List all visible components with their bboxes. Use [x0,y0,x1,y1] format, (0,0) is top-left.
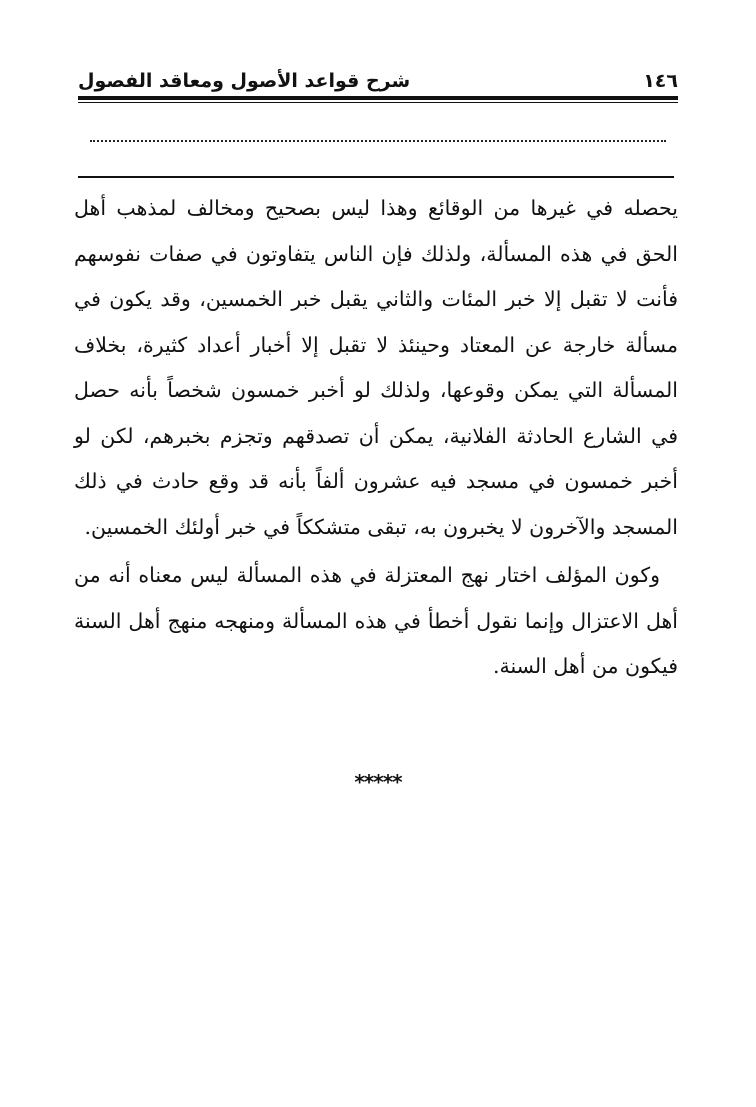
header-rule-thin [78,102,678,103]
running-header [78,62,678,94]
omission-dotted-line [90,140,666,142]
body-text [74,186,678,690]
section-end-mark: ***** [354,770,402,794]
paragraph-1: يحصله في غيرها من الوقائع وهذا ليس بصحيح ومخالف لمذهب أهل الحق في هذه المسألة، ولذلك فإن الناس يتفاوتون في صفات نفوسهم فأنت لا تقبل إلا خبر المئات والثاني يقبل خبر الخمسين، وقد يكون في مسألة خارجة عن المعتاد وحينئذ لا تقبل إلا أخبار أعداد كثيرة، بخلاف المسألة التي يمكن وقوعها، ولذلك لو أخبر خمسون شخصاً بأنه حصل في الشارع الحادثة الفلانية، يمكن أن تصدقهم وتجزم بخبرهم، لكن لو أخبر خمسون في مسجد فيه عشرون ألفاً بأنه قد وقع حادث في ذلك المسجد والآخرون لا يخبرون به، تبقى متشككاً في خبر أولئك الخمسين. [74,196,678,539]
paragraph-2: وكون المؤلف اختار نهج المعتزلة في هذه المسألة ليس معناه أنه من أهل الاعتزال وإنما نقول أخطأ في هذه المسألة ومنهجه منهج أهل السنة فيكون من أهل السنة. [74,563,678,678]
header-title: شرح قواعد الأصول ومعاقد الفصول [78,70,411,92]
page-number: ١٤٦ [643,70,678,92]
section-rule [78,176,674,178]
header-rule-thick [78,96,678,100]
